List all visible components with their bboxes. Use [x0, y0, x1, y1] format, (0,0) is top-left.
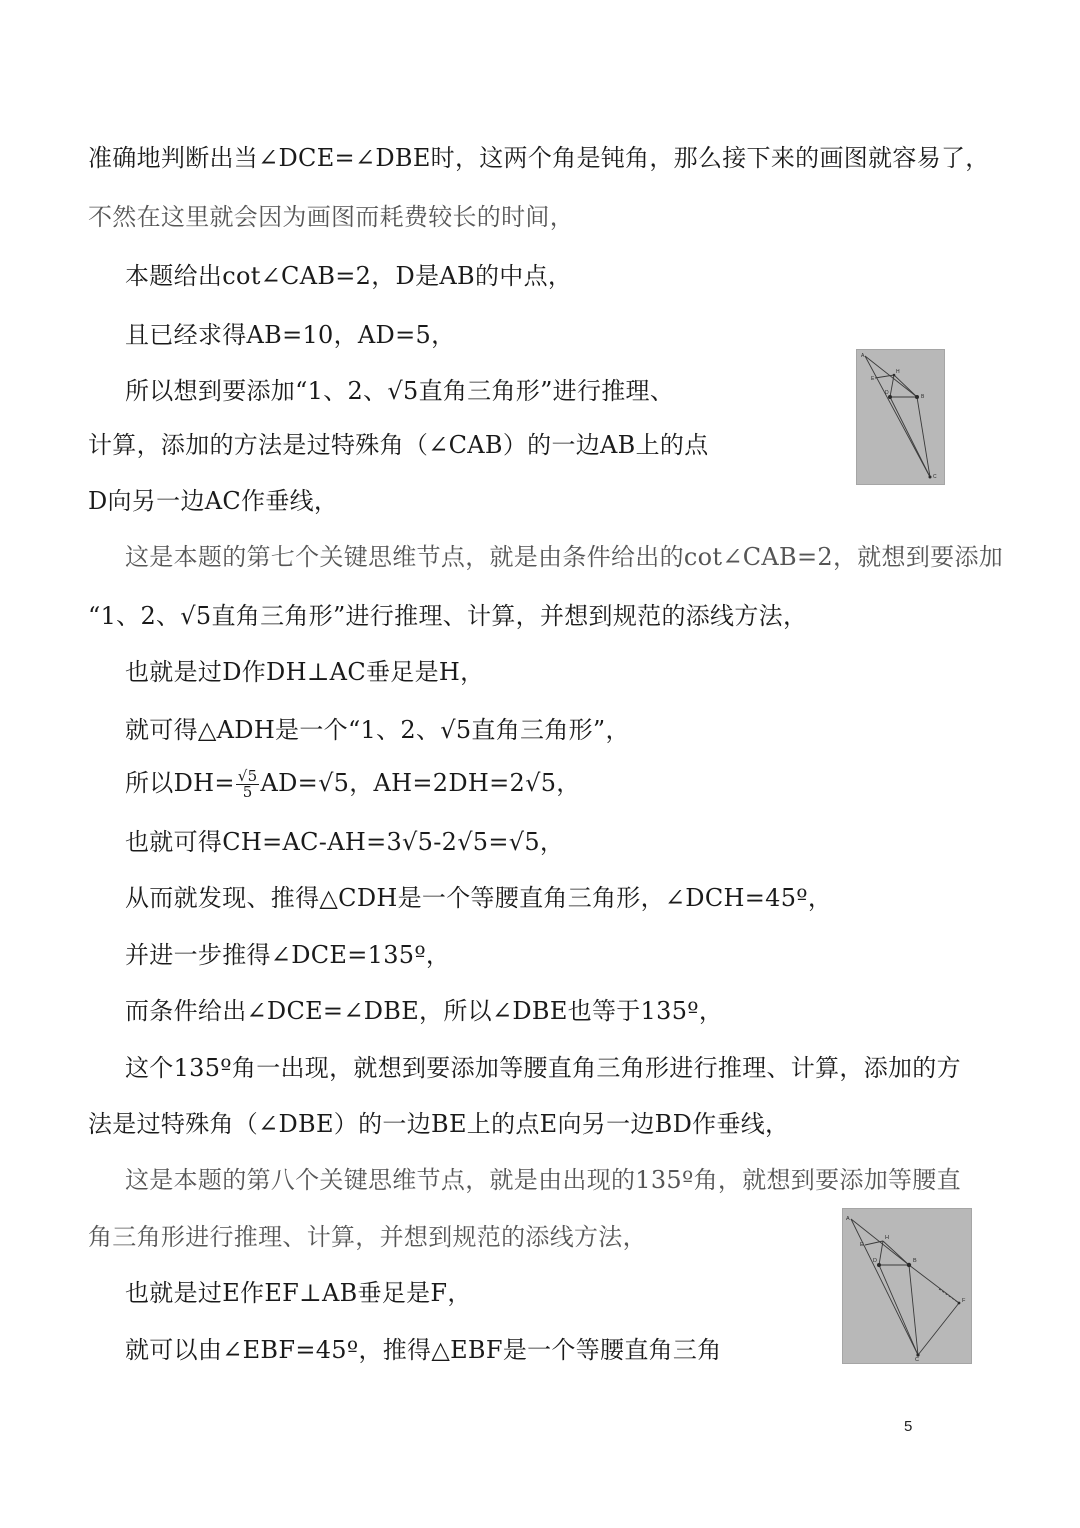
paragraph-line-3: 本题给出cot∠CAB=2，D是AB的中点，: [125, 262, 573, 290]
figure-1-label: C: [933, 474, 937, 480]
paragraph-line-8: 这是本题的第七个关键思维节点，就是由条件给出的cot∠CAB=2，就想到要添加: [125, 543, 1004, 571]
paragraph-line-6: 计算，添加的方法是过特殊角（∠CAB）的一边AB上的点: [88, 431, 709, 459]
fraction-denominator: 5: [242, 783, 253, 801]
paragraph-line-20: 角三角形进行推理、计算，并想到规范的添线方法，: [88, 1223, 647, 1251]
paragraph-line-22: 就可以由∠EBF=45º，推得△EBF是一个等腰直角三角: [125, 1336, 722, 1364]
paragraph-line-2: 不然在这里就会因为画图而耗费较长的时间，: [88, 203, 574, 231]
figure-2-label: F: [962, 1298, 966, 1304]
figure-2-label: A: [846, 1216, 850, 1222]
geometry-figure-2-drawing: [843, 1209, 971, 1363]
paragraph-line-4: 且已经求得AB=10，AD=5，: [125, 321, 456, 349]
figure-1-label: D: [885, 390, 889, 396]
figure-1-label: B: [921, 394, 925, 400]
paragraph-line-12: [125, 768, 581, 800]
figure-2-label: H: [885, 1235, 889, 1241]
paragraph-line-11: 就可得△ADH是一个“1、2、√5直角三角形”，: [125, 716, 630, 744]
paragraph-line-13: 也就可得CH=AC-AH=3√5-2√5=√5，: [125, 828, 565, 856]
paragraph-line-14: 从而就发现、推得△CDH是一个等腰直角三角形，∠DCH=45º，: [125, 884, 833, 912]
paragraph-line-1: 准确地判断出当∠DCE=∠DBE时，这两个角是钝角，那么接下来的画图就容易了，: [88, 144, 990, 172]
paragraph-line-7: D向另一边AC作垂线，: [88, 487, 339, 515]
fraction-numerator: √5: [237, 767, 258, 785]
paragraph-line-5: 所以想到要添加“1、2、√5直角三角形”进行推理、: [125, 377, 675, 405]
paragraph-line-9: “1、2、√5直角三角形”进行推理、计算，并想到规范的添线方法，: [88, 602, 808, 630]
geometry-figure-1-drawing: [857, 350, 944, 484]
geometry-figure-2: [842, 1208, 972, 1364]
geometry-figure-1: [856, 349, 945, 485]
fraction: [236, 769, 260, 800]
figure-2-label: B: [913, 1258, 917, 1264]
figure-2-label: D: [873, 1258, 877, 1264]
paragraph-line-18: 法是过特殊角（∠DBE）的一边BE上的点E向另一边BD作垂线，: [88, 1110, 790, 1138]
paragraph-line-17: 这个135º角一出现，就想到要添加等腰直角三角形进行推理、计算，添加的方: [125, 1054, 961, 1082]
paragraph-line-10: 也就是过D作DH⊥AC垂足是H，: [125, 658, 485, 686]
line-12-prefix: 所以DH=: [125, 769, 235, 797]
paragraph-line-15: 并进一步推得∠DCE=135º，: [125, 941, 451, 969]
figure-2-label: E: [860, 1242, 864, 1248]
page-number: 5: [904, 1418, 913, 1435]
paragraph-line-16: 而条件给出∠DCE=∠DBE，所以∠DBE也等于135º，: [125, 997, 724, 1025]
paragraph-line-21: 也就是过E作EF⊥AB垂足是F，: [125, 1279, 472, 1307]
paragraph-line-19: 这是本题的第八个关键思维节点，就是由出现的135º角，就想到要添加等腰直: [125, 1166, 961, 1194]
figure-2-label: C: [915, 1357, 919, 1363]
figure-1-label: A: [861, 353, 865, 359]
figure-1-label: H: [896, 369, 900, 375]
figure-1-label: E: [871, 376, 875, 382]
line-12-suffix: AD=√5，AH=2DH=2√5，: [260, 769, 581, 797]
